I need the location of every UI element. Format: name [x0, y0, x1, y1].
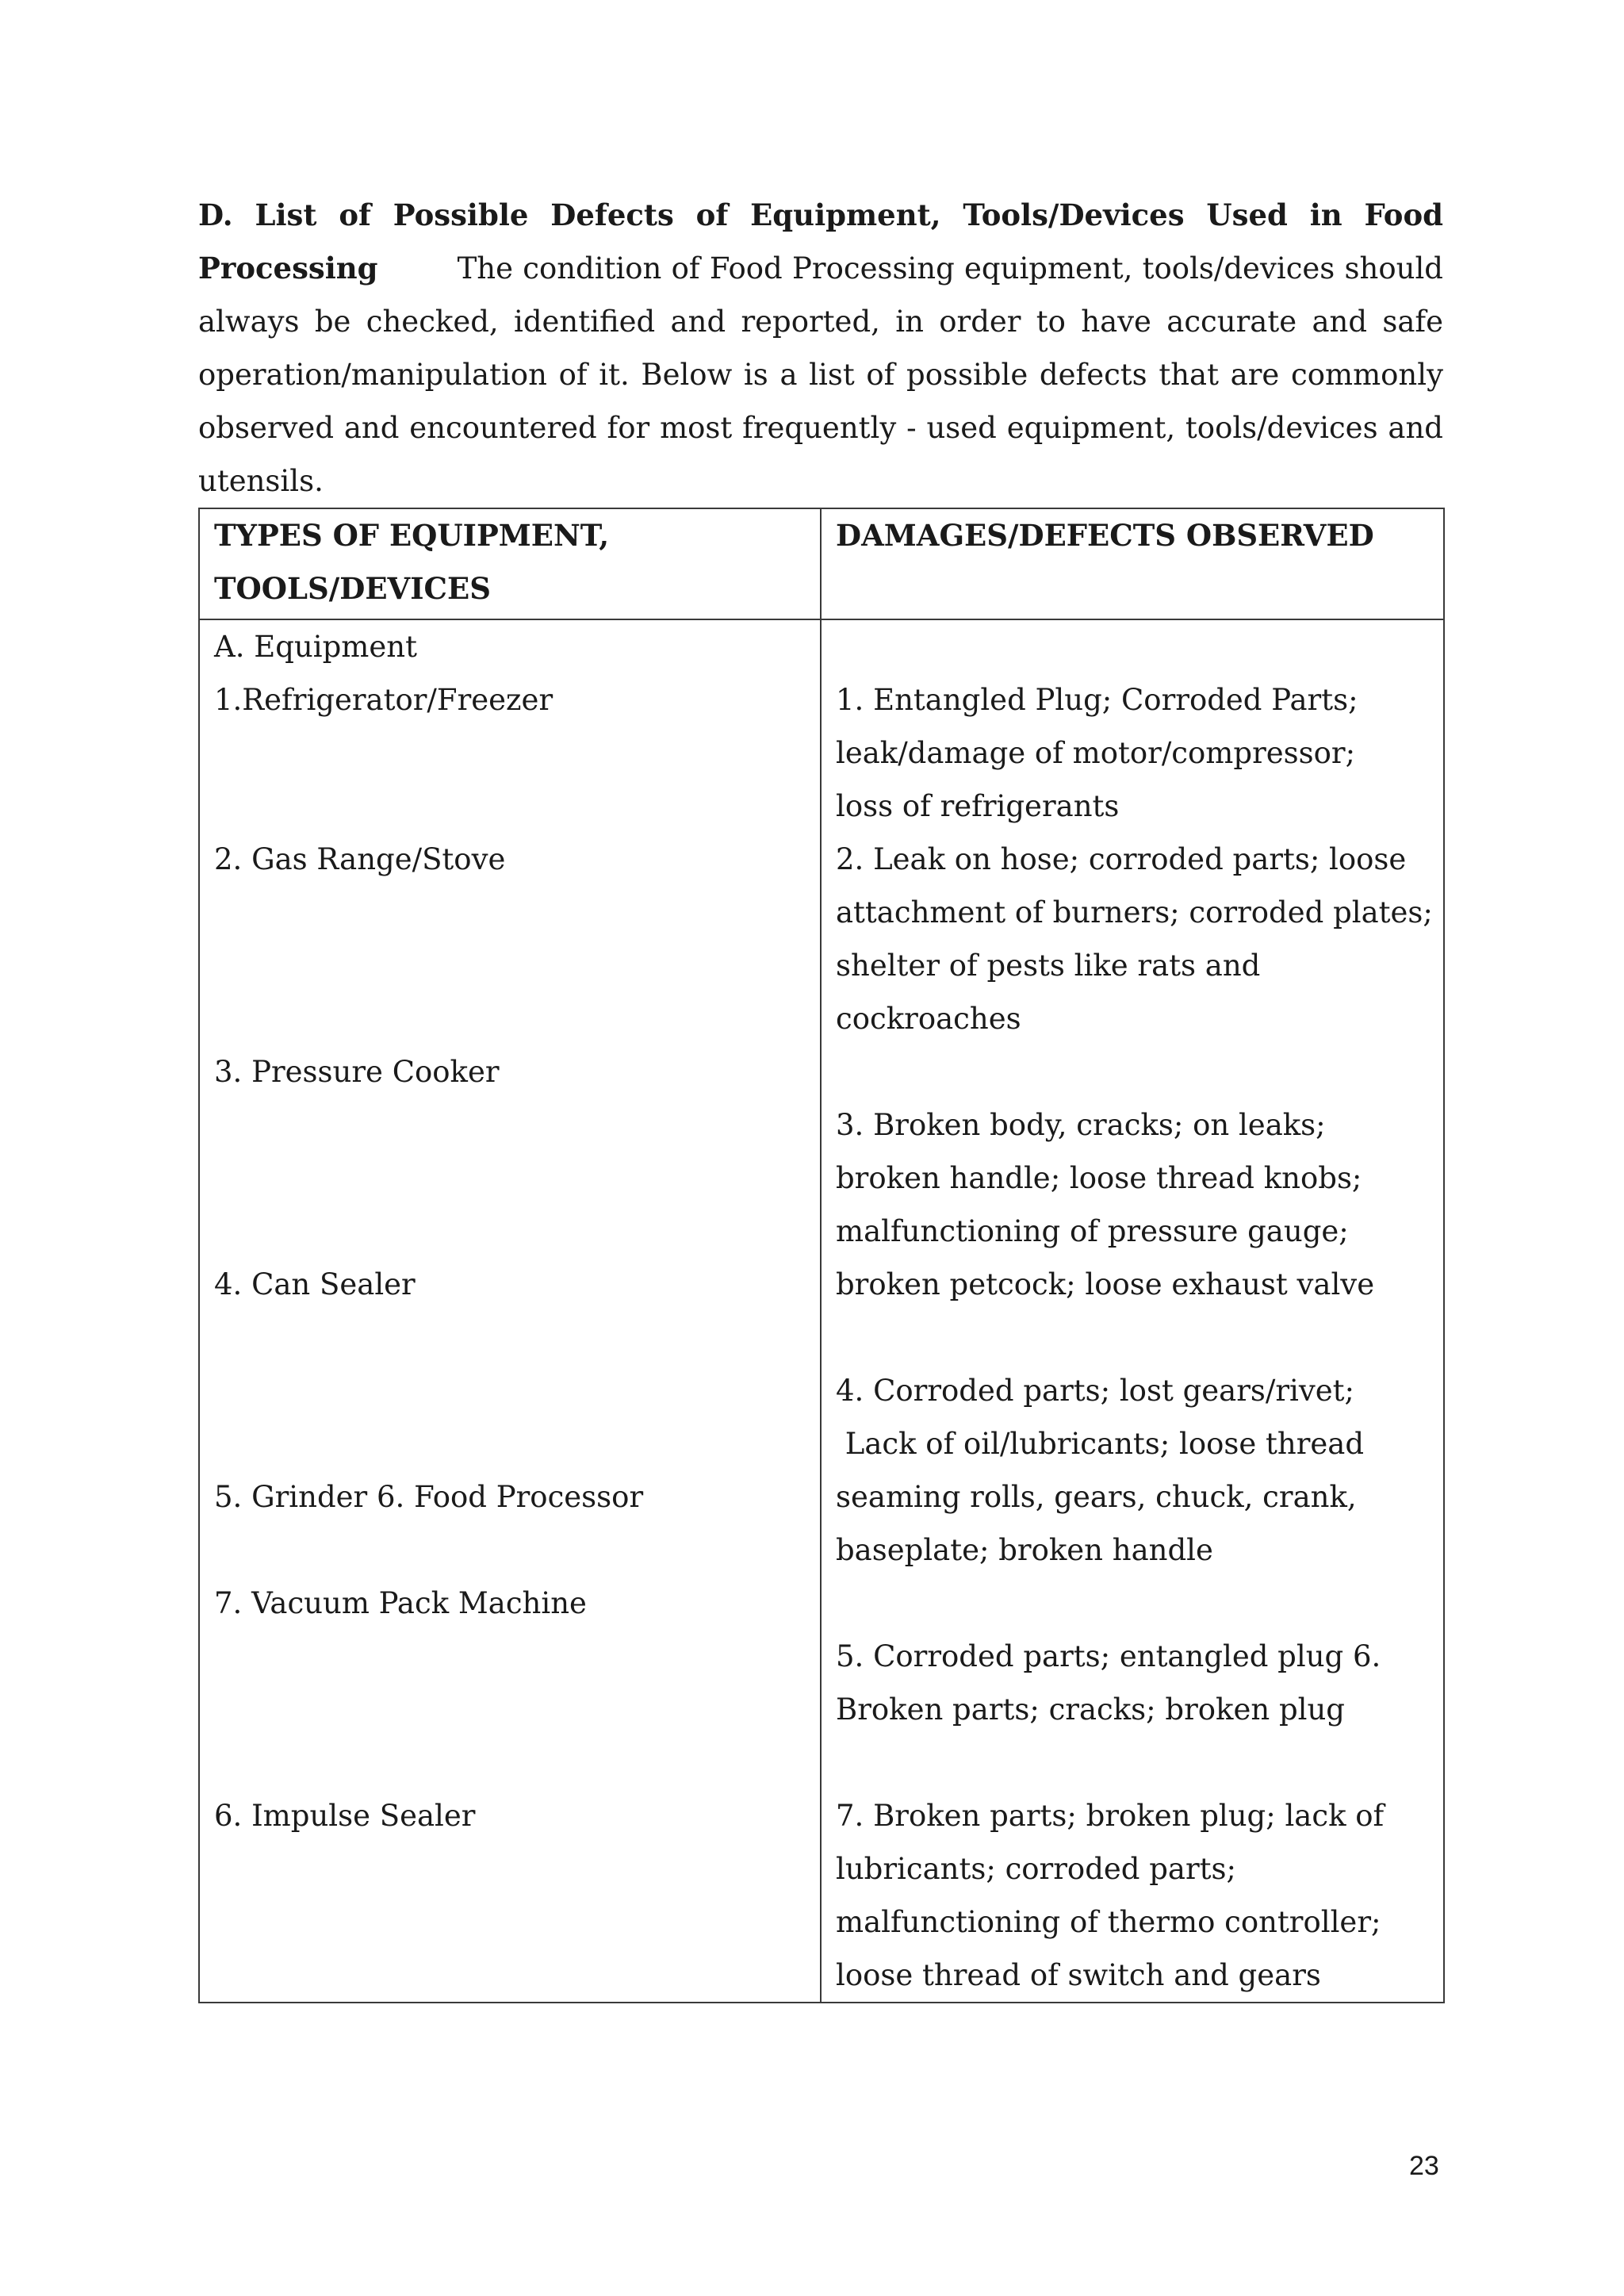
defects-table — [198, 508, 1445, 2003]
section-intro-paragraph — [198, 189, 1443, 508]
defects-list-cell — [821, 619, 1444, 2003]
equipment-item: 5. Grinder 6. Food Processor — [214, 1480, 644, 1514]
header-damages-defects — [821, 508, 1444, 619]
equipment-list-cell — [199, 619, 821, 2003]
section-heading: D. List of Possible Defects of Equipment, Tools/Devices Used in Food Processing — [198, 197, 1443, 286]
document-page — [198, 189, 1443, 2003]
equipment-item: 2. Gas Range/Stove — [214, 842, 506, 876]
defect-line: 4. Corroded parts; lost gears/rivet; — [836, 1374, 1355, 1408]
defect-line: seaming rolls, gears, chuck, crank, — [836, 1480, 1357, 1514]
defect-line: attachment of burners; corroded plates; — [836, 895, 1433, 930]
defect-line: leak/damage of motor/compressor; — [836, 736, 1356, 770]
defect-line: malfunctioning of pressure gauge; — [836, 1214, 1349, 1248]
defect-line: loose thread of switch and gears — [836, 1958, 1321, 1992]
defect-line: 2. Leak on hose; corroded parts; loose — [836, 842, 1407, 876]
defect-line: Lack of oil/lubricants; loose thread — [836, 1427, 1365, 1461]
equipment-item: 4. Can Sealer — [214, 1267, 416, 1301]
defect-line: shelter of pests like rats and — [836, 949, 1261, 983]
header-line: TOOLS/DEVICES — [214, 571, 491, 606]
defect-line: baseplate; broken handle — [836, 1533, 1213, 1567]
equipment-category: A. Equipment — [214, 630, 417, 664]
table-header-row — [199, 508, 1444, 619]
defect-line: 1. Entangled Plug; Corroded Parts; — [836, 683, 1358, 717]
equipment-item: 6. Impulse Sealer — [214, 1799, 476, 1833]
defect-line: broken petcock; loose exhaust valve — [836, 1267, 1375, 1301]
defect-line: Broken parts; cracks; broken plug — [836, 1692, 1345, 1727]
header-line: TYPES OF EQUIPMENT, — [214, 518, 610, 553]
defect-line: 7. Broken parts; broken plug; lack of — [836, 1799, 1385, 1833]
equipment-item: 1.Refrigerator/Freezer — [214, 683, 553, 717]
equipment-item: 3. Pressure Cooker — [214, 1055, 500, 1089]
header-equipment-types — [199, 508, 821, 619]
defect-line: lubricants; corroded parts; — [836, 1852, 1236, 1886]
defect-line: broken handle; loose thread knobs; — [836, 1161, 1362, 1195]
defect-line: cockroaches — [836, 1002, 1021, 1036]
equipment-item: 7. Vacuum Pack Machine — [214, 1586, 587, 1620]
defect-line: 3. Broken body, cracks; on leaks; — [836, 1108, 1326, 1142]
section-intro-text: The condition of Food Processing equipment, tools/devices should always be checked, identified and reported, in order to have accurate and safe operation/manipulation of it. Below is a list of possible defects that are commonly observed and encountered for most frequently - used equipment, tools/devices and utensils. — [198, 251, 1443, 498]
defect-line: malfunctioning of thermo controller; — [836, 1905, 1381, 1939]
defect-line: 5. Corroded parts; entangled plug 6. — [836, 1639, 1381, 1673]
header-line: DAMAGES/DEFECTS OBSERVED — [836, 518, 1374, 553]
table-row — [199, 619, 1444, 2003]
page-number: 23 — [1409, 2151, 1439, 2181]
defect-line: loss of refrigerants — [836, 789, 1120, 823]
